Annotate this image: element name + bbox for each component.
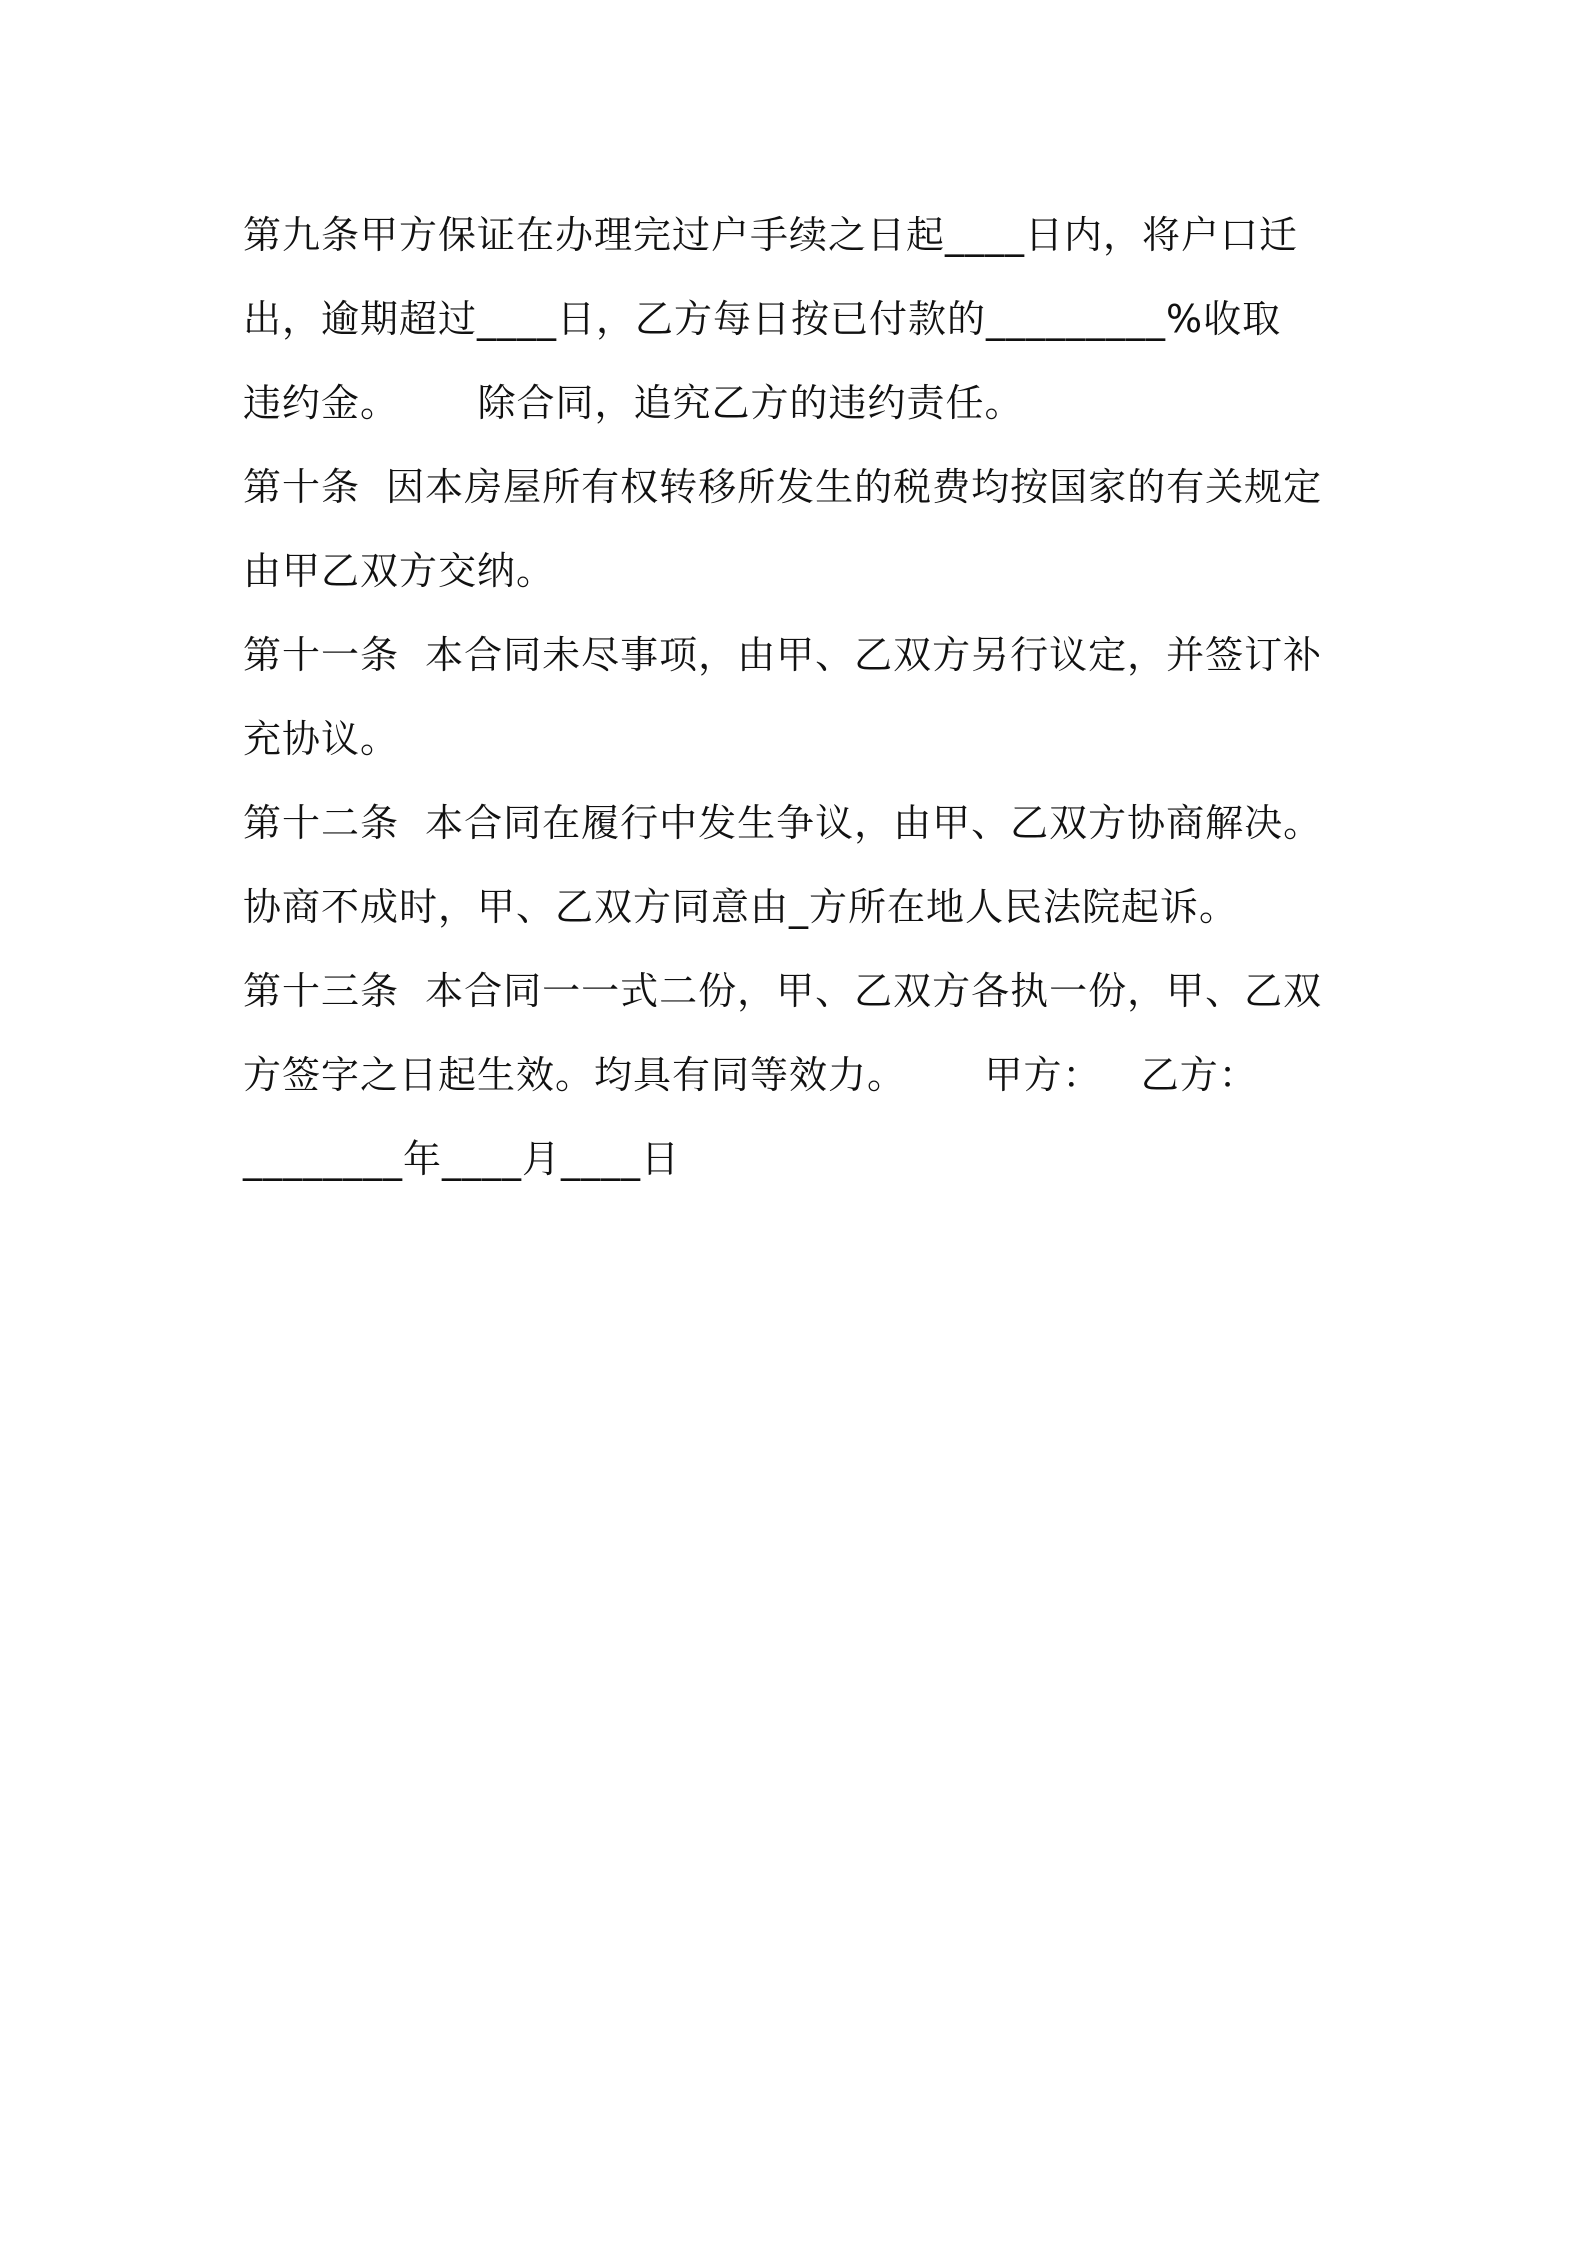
- clause-11-line-2: 充协议。: [243, 717, 400, 761]
- clause-12-line-1: 第十二条 本合同在履行中发生争议，由甲、乙双方协商解决。: [243, 801, 1323, 845]
- clause-9-line-2: 出，逾期超过____日，乙方每日按已付款的_________%收取: [243, 297, 1282, 341]
- date-line: ________年____月____日: [243, 1137, 681, 1181]
- clause-10-line-2: 由甲乙双方交纳。: [243, 549, 556, 593]
- clause-11-line-1: 第十一条 本合同未尽事项，由甲、乙双方另行议定，并签订补: [243, 633, 1323, 677]
- clause-9-line-1: 第九条甲方保证在办理完过户手续之日起____日内，将户口迁: [243, 213, 1299, 257]
- clause-12-line-2: 协商不成时，甲、乙双方同意由_方所在地人民法院起诉。: [243, 885, 1239, 929]
- clause-13-line-1: 第十三条 本合同一一式二份，甲、乙双方各执一份，甲、乙双: [243, 969, 1323, 1013]
- clause-9-line-3: 违约金。 除合同，追究乙方的违约责任。: [243, 381, 1024, 425]
- contract-text: [243, 193, 1363, 1201]
- clause-13-line-2-signatures: 方签字之日起生效。均具有同等效力。 甲方： 乙方：: [243, 1053, 1258, 1097]
- clause-10-line-1: 第十条 因本房屋所有权转移所发生的税费均按国家的有关规定: [243, 465, 1323, 509]
